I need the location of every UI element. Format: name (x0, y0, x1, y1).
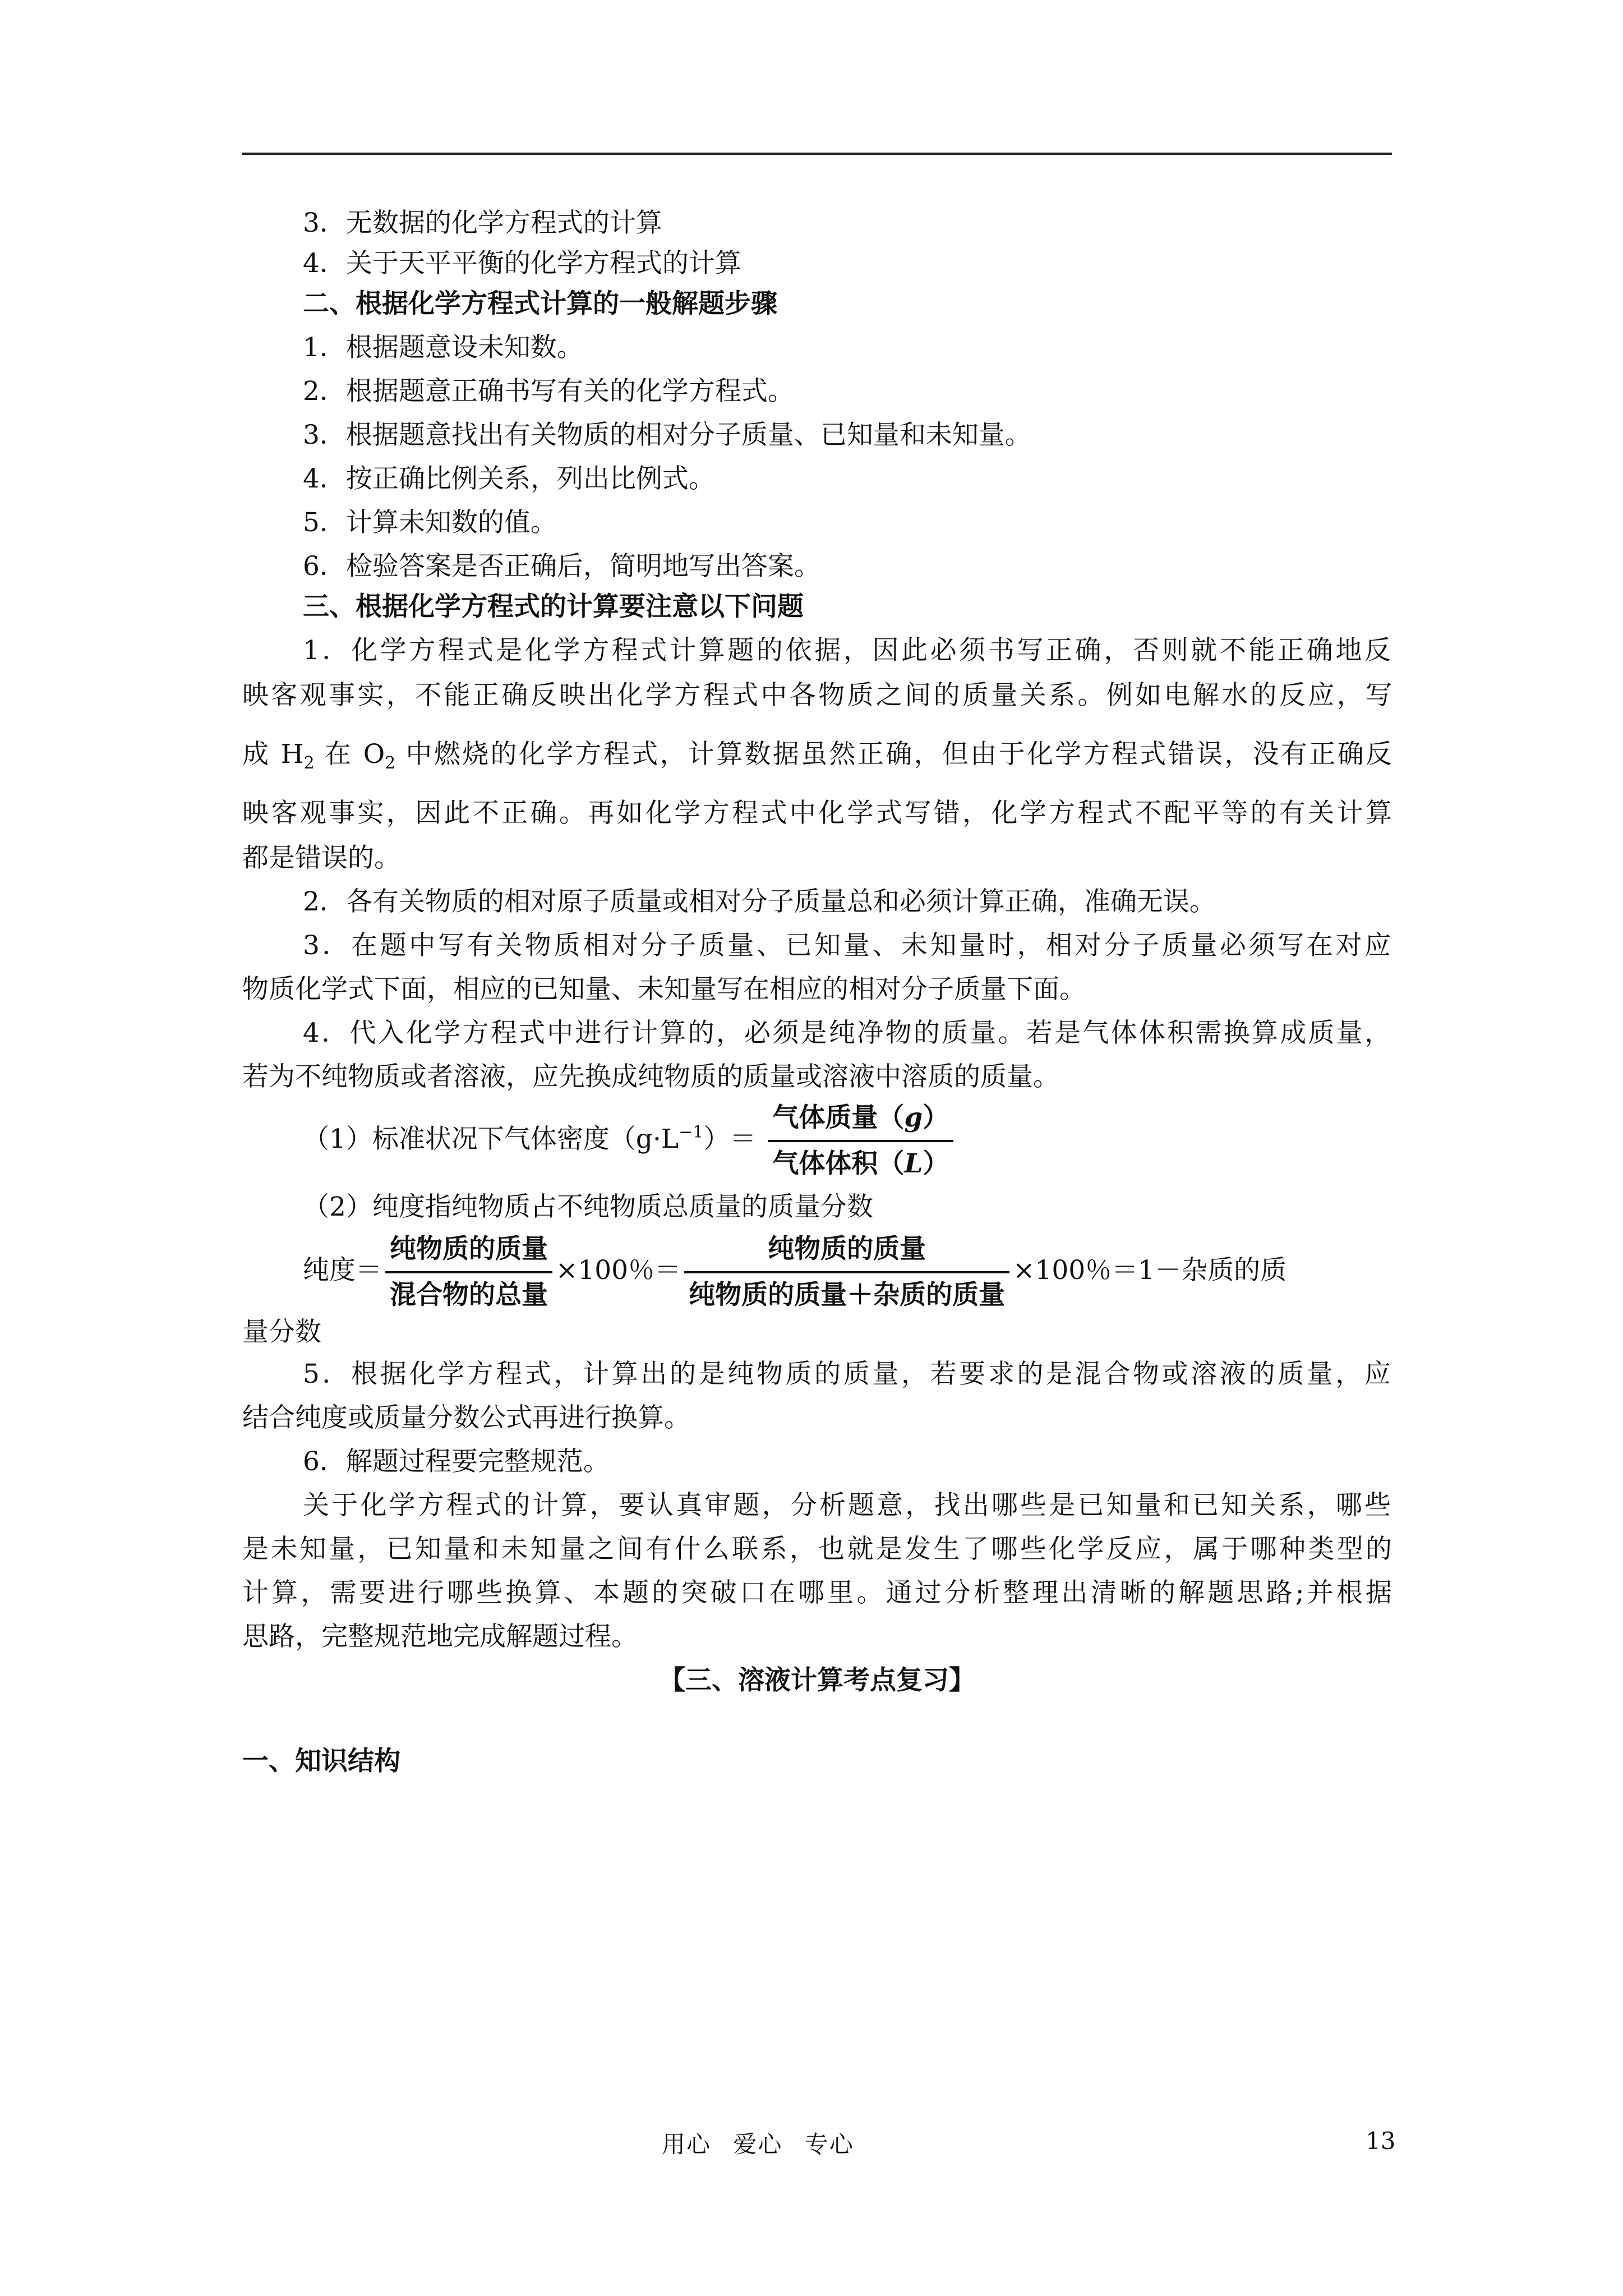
paragraph-1-line-1: 1．化学方程式是化学方程式计算题的依据，因此必须书写正确，否则就不能正确地反 (303, 635, 1391, 666)
purity-definition: （2）纯度指纯物质占不纯物质总质量的质量分数 (303, 1191, 873, 1222)
paragraph-3-line-2: 物质化学式下面，相应的已知量、未知量写在相应的相对分子质量下面。 (242, 974, 1086, 1005)
formula-purity: 纯度＝ $\frac{\text{纯物质的质量}}{\text{混合物的总量}}$ ×100％＝ $\frac{\text{纯物质的质量}}{\text{纯物质的质量＋杂质的质量}}$ ×100％＝1－杂质的质 (303, 1230, 1391, 1315)
footer-motto: 用心 爱心 专心 (662, 2131, 854, 2158)
closing-line-4: 思路，完整规范地完成解题过程。 (242, 1621, 638, 1652)
paragraph-5-line-2: 结合纯度或质量分数公式再进行换算。 (242, 1402, 690, 1433)
step-3: 3．根据题意找出有关物质的相对分子质量、已知量和未知量。 (303, 420, 1031, 450)
purity-continuation: 量分数 (242, 1317, 321, 1347)
section-heading-3: 三、根据化学方程式的计算要注意以下问题 (303, 591, 804, 622)
paragraph-4-line-1: 4．代入化学方程式中进行计算的，必须是纯净物的质量。若是气体体积需换算成质量， (303, 1018, 1391, 1048)
section-heading-2: 二、根据化学方程式计算的一般解题步骤 (303, 288, 777, 319)
closing-line-1: 关于化学方程式的计算，要认真审题，分析题意，找出哪些是已知量和已知关系，哪些 (303, 1490, 1391, 1521)
purity-fraction-1: $\frac{\text{纯物质的质量}}{\text{混合物的总量}}$ (385, 1230, 552, 1315)
item-4: 4．关于天平平衡的化学方程式的计算 (303, 248, 741, 279)
density-fraction: $\frac{\text{气体质量（g）}}{\text{气体体积（L）}}$ (768, 1098, 953, 1184)
paragraph-3-line-1: 3．在题中写有关物质相对分子质量、已知量、未知量时，相对分子质量必须写在对应 (303, 930, 1391, 961)
closing-line-3: 计算，需要进行哪些换算、本题的突破口在哪里。通过分析整理出清晰的解题思路;并根据 (242, 1577, 1392, 1608)
paragraph-5-line-1: 5．根据化学方程式，计算出的是纯物质的质量，若要求的是混合物或溶液的质量，应 (303, 1359, 1391, 1389)
knowledge-structure-heading: 一、知识结构 (242, 1746, 400, 1777)
step-2: 2．根据题意正确书写有关的化学方程式。 (303, 376, 794, 407)
hydrogen-formula: $H_2$ (280, 739, 315, 773)
purity-fraction-2: $\frac{\text{纯物质的质量}}{\text{纯物质的质量＋杂质的质量}}$ (684, 1230, 1009, 1315)
header-rule (242, 153, 1392, 155)
step-6: 6．检验答案是否正确后，简明地写出答案。 (303, 551, 820, 582)
paragraph-6: 6．解题过程要完整规范。 (303, 1446, 610, 1477)
closing-line-2: 是未知量，已知量和未知量之间有什么联系，也就是发生了哪些化学反应，属于哪种类型的 (242, 1534, 1392, 1565)
oxygen-formula: $O_2$ (363, 739, 396, 773)
item-3: 3．无数据的化学方程式的计算 (303, 208, 662, 238)
step-4: 4．按正确比例关系，列出比例式。 (303, 463, 715, 494)
paragraph-1-line-2: 映客观事实，不能正确反映出化学方程式中各物质之间的质量关系。例如电解水的反应，写 (242, 680, 1392, 711)
step-5: 5．计算未知数的值。 (303, 507, 557, 538)
section-title-solution-review: 【三、溶液计算考点复习】 (659, 1665, 975, 1696)
paragraph-1-line-5: 都是错误的。 (242, 843, 400, 873)
formula-gas-density: （1）标准状况下气体密度$(g\cdot L^{-1})=$ $\frac{\text{气体质量（g）}}{\text{气体体积（L）}}$ (303, 1098, 1391, 1184)
paragraph-2: 2．各有关物质的相对原子质量或相对分子质量总和必须计算正确，准确无误。 (303, 886, 1216, 917)
paragraph-4-line-2: 若为不纯物质或者溶液，应先换成纯物质的质量或溶液中溶质的质量。 (242, 1061, 1059, 1092)
page-number: 13 (1366, 2127, 1396, 2155)
paragraph-1-line-3: 成 $H_2$ 在 $O_2$ 中燃烧的化学方程式，计算数据虽然正确，但由于化学方程式错误，没有正确反 (242, 739, 1392, 773)
paragraph-1-line-4: 映客观事实，因此不正确。再如化学方程式中化学式写错，化学方程式不配平等的有关计算 (242, 798, 1392, 829)
step-1: 1．根据题意设未知数。 (303, 332, 583, 363)
